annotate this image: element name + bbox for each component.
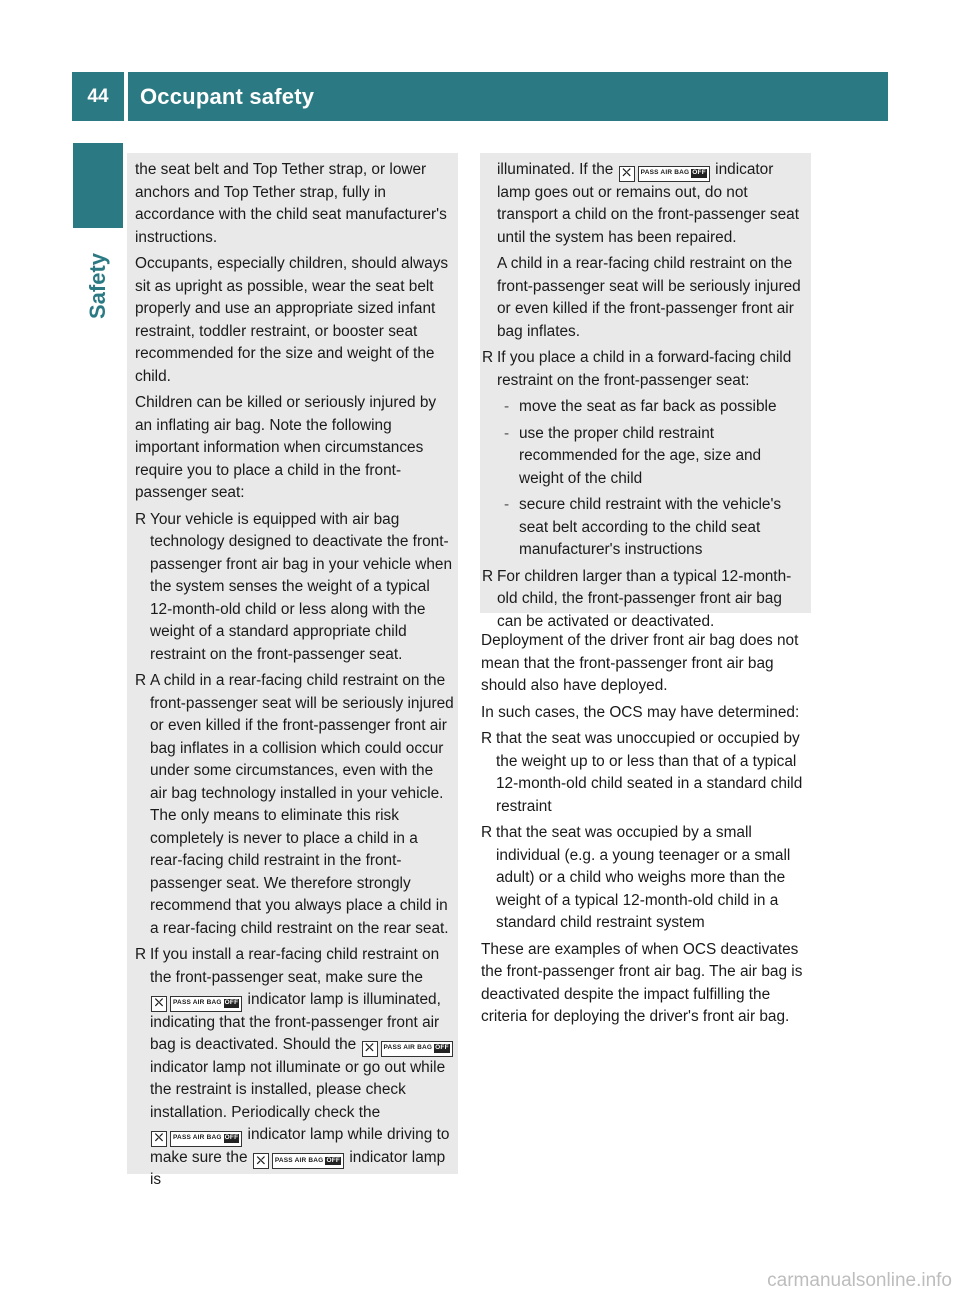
airbag-indicator-lamp-icon — [151, 1131, 242, 1147]
dash-marker: - — [504, 424, 510, 442]
bullet-marker: R — [482, 349, 494, 366]
sub-list-item: - move the seat as far back as possible — [482, 396, 807, 419]
paragraph: These are examples of when OCS deactivates the front-passenger front air bag. The air bag is deactivated despite the impact fulfilling the criteria for deploying the driver's front air bag. — [481, 940, 803, 1025]
paragraph: illuminated. If the ⛌ PASS AIR BAG OFF indicator lamp goes out or remains out, do not transport a child on the front-passenger seat until the system has been repaired. — [497, 161, 800, 246]
list-item: R Your vehicle is equipped with air bag technology designed to deactivate the front-passenger front air bag in your vehicle when the system senses the weight of a typical 12-month-old child or less along with the weight of a standard appropriate child restraint on the front-passenger seat. — [135, 510, 453, 663]
child-seat-icon: ⛌ — [151, 996, 167, 1012]
warning-box-left — [127, 153, 458, 1188]
sub-list-item: - use the proper child restraint recommended for the age, size and weight of the child — [504, 424, 762, 487]
list-item: R If you install a rear-facing child restraint on the front-passenger seat, make sure the ⛌ PASS AIR BAG OFF indicator lamp is illuminated, indicating that the front-passenger front air bag is deactivated. Should the ⛌ PASS AIR BAG OFF indicator lamp not illuminate or go out while the restraint is installed, please check installation. Periodically check the ⛌ PASS AIR BAG OFF indicator lamp while driving to make sure the ⛌ PASS AIR BAG OFF indicator lamp is — [135, 944, 454, 1192]
side-label: Safety — [85, 252, 111, 320]
child-seat-icon: ⛌ — [362, 1041, 378, 1057]
paragraph: Children can be killed or seriously injured by an inflating air bag. Note the following important information when circumstances require you to place a child in the front-passenger seat: — [135, 394, 437, 501]
sub-list-item: - secure child restraint with the vehicle's seat belt according to the child seat manufacturer's instructions — [504, 496, 782, 558]
child-seat-icon: ⛌ — [619, 166, 635, 182]
paragraph: Deployment of the driver front air bag does not mean that the front-passenger front air bag should also have deployed. — [481, 632, 799, 694]
pass-airbag-off-icon: PASS AIR BAG OFF — [638, 166, 710, 182]
list-item: R If you place a child in a forward-facing child restraint on the front-passenger seat: — [482, 349, 792, 389]
main-text — [481, 630, 814, 1033]
pass-airbag-off-icon: PASS AIR BAG OFF — [272, 1153, 344, 1169]
list-item: R For children larger than a typical 12-month-old child, the front-passenger front air bag can be activated or deactivated. — [482, 567, 792, 630]
bullet-marker: R — [135, 510, 147, 528]
list-item: R that the seat was unoccupied or occupied by the weight up to or less than that of a typical 12-month-old child seated in a standard child restraint — [481, 730, 803, 815]
airbag-indicator-lamp-icon — [362, 1041, 453, 1057]
paragraph: the seat belt and Top Tether strap, or lower anchors and Top Tether strap, fully in accordance with the child seat manufacturer's instructions. — [135, 161, 447, 246]
header-divider — [124, 72, 128, 121]
pass-airbag-off-icon: PASS AIR BAG OFF — [170, 1131, 242, 1147]
bullet-marker: R — [135, 672, 147, 689]
warning-box-right — [480, 153, 811, 630]
child-seat-icon: ⛌ — [151, 1131, 167, 1147]
airbag-indicator-lamp-icon — [151, 996, 242, 1012]
dash-marker: - — [504, 398, 510, 415]
paragraph: Occupants, especially children, should always sit as upright as possible, wear the seat belt properly and use an appropriate sized infant restraint, toddler restraint, or booster seat recommended for the size and weight of the child. — [135, 255, 449, 385]
dash-marker: - — [504, 496, 510, 513]
pass-airbag-off-icon: PASS AIR BAG OFF — [381, 1041, 453, 1057]
side-tab — [73, 143, 123, 228]
airbag-indicator-lamp-icon — [253, 1153, 344, 1169]
bullet-marker: R — [135, 946, 147, 963]
airbag-indicator-lamp-icon — [619, 166, 710, 182]
watermark: carmanualsonline.info — [767, 1270, 952, 1291]
paragraph: In such cases, the OCS may have determined: — [481, 703, 800, 721]
paragraph: A child in a rear-facing child restraint on the front-passenger seat will be seriously injured or even killed if the front-passenger front air bag inflates. — [497, 255, 801, 340]
page-number: 44 — [87, 85, 109, 107]
pass-airbag-off-icon: PASS AIR BAG OFF — [170, 996, 242, 1012]
bullet-marker: R — [481, 824, 493, 841]
list-item: R A child in a rear-facing child restraint on the front-passenger seat will be seriously injured or even killed if the front-passenger front air bag inflates in a collision which could occur under some circumstances, even with the air bag technology installed in your vehicle. The only means to eliminate this risk completely is never to place a child in a rear-facing child restraint in the front-passenger seat. We therefore strongly recommend that you always place a child in a rear-facing child restraint on the rear seat. — [135, 672, 454, 937]
bullet-marker: R — [482, 567, 494, 585]
child-seat-icon: ⛌ — [253, 1153, 269, 1169]
list-item: R that the seat was occupied by a small individual (e.g. a young teenager or a small adult) or a child who weighs more than the weight of a typical 12-month-old child in a standard child restraint system — [481, 824, 791, 931]
bullet-marker: R — [481, 730, 493, 747]
chapter-title: Occupant safety — [140, 83, 315, 109]
